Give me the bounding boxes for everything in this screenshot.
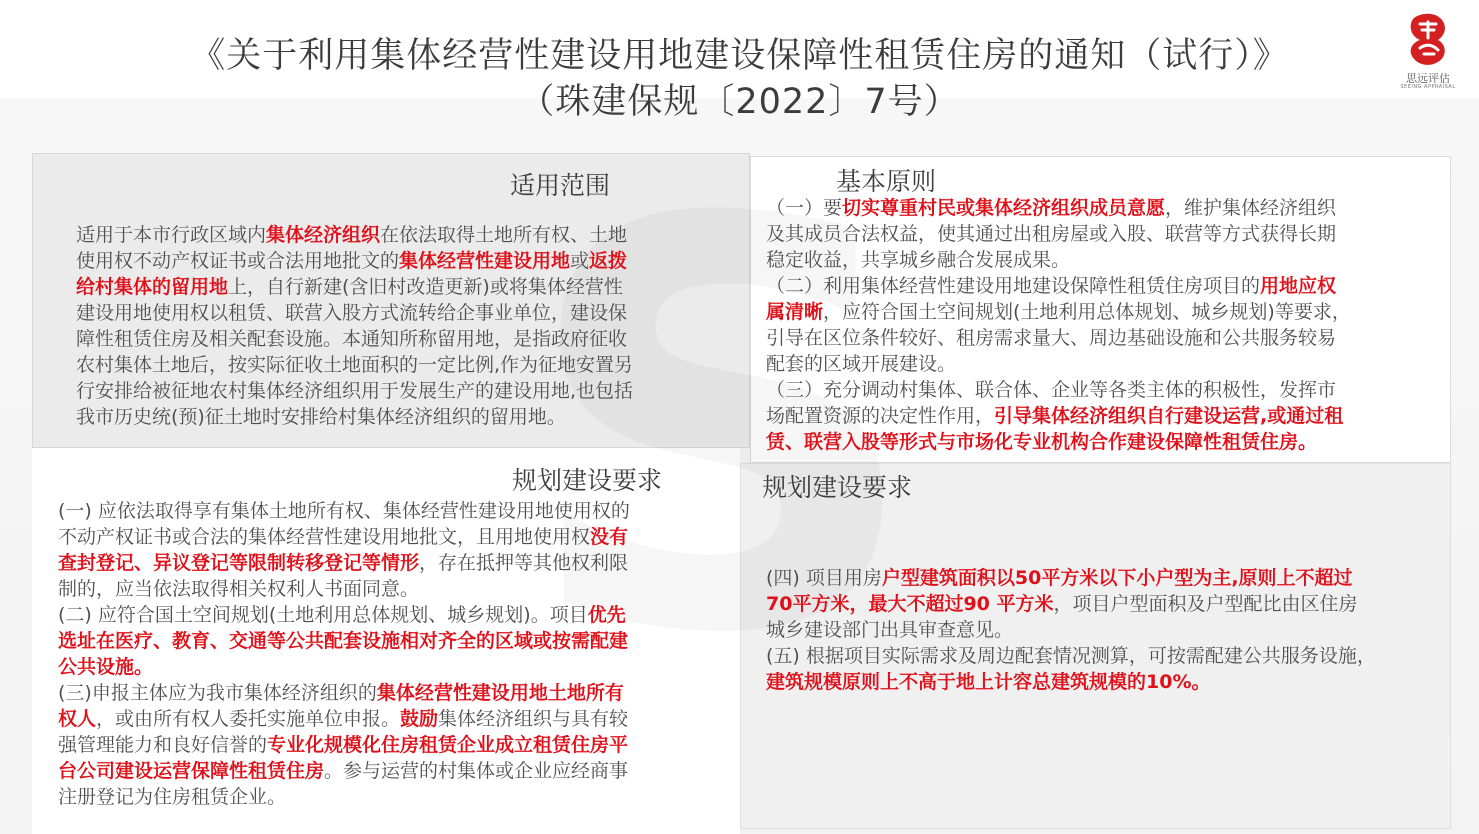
- text-line: [58, 576, 630, 602]
- text-line: [58, 524, 630, 550]
- text-line: [766, 325, 1351, 351]
- body-text: 注册登记为住房租赁企业。: [58, 786, 287, 808]
- body-text: 建设用地使用权以租赁、联营入股方式流转给企事业单位，建设保: [76, 302, 628, 324]
- body-text: 适用于本市行政区域内: [76, 224, 267, 246]
- text-line: [766, 617, 1376, 643]
- company-logo: [1400, 10, 1456, 94]
- highlight-text: 查封登记、异议登记等限制转移登记等情形: [58, 552, 420, 574]
- text-line: [76, 248, 633, 274]
- planning-left-heading: 规划建设要求: [512, 466, 663, 495]
- body-text: 强管理能力和良好信誉的: [58, 734, 268, 756]
- seal-icon: [1400, 10, 1456, 70]
- body-text: ，维护集体经济组织: [1165, 197, 1337, 219]
- highlight-text: 公共设施。: [58, 656, 154, 678]
- body-text: （一）要: [766, 197, 843, 219]
- text-line: [76, 378, 633, 404]
- text-line: [766, 591, 1376, 617]
- text-line: [766, 273, 1351, 299]
- text-line: [58, 498, 630, 524]
- body-text: ，项目户型面积及户型配比由区住房: [1053, 593, 1358, 615]
- logo-english: SEEING APPRAISAL: [1400, 84, 1456, 90]
- body-text: (二) 应符合国土空间规划(土地利用总体规划、城乡规划)。项目: [58, 604, 588, 626]
- body-text: 使用权不动产权证书或合法用地批文的: [76, 250, 400, 272]
- text-line: [76, 326, 633, 352]
- body-text: 在依法取得土地所有权、土地: [380, 224, 628, 246]
- highlight-text: 集体经营性建设用地土地所有: [376, 682, 624, 704]
- highlight-text: 引导集体经济组织自行建设运营,或通过租: [994, 405, 1344, 427]
- body-text: 及其成员合法权益，使其通过出租房屋或入股、联营等方式获得长期: [766, 223, 1337, 245]
- body-text: 集体经济组织与具有较: [438, 708, 629, 730]
- highlight-text: 集体经营性建设用地: [399, 250, 571, 272]
- text-line: [76, 352, 633, 378]
- body-text: (一) 应依法取得享有集体土地所有权、集体经营性建设用地使用权的: [58, 500, 630, 522]
- body-text: 场配置资源的决定性作用，: [766, 405, 995, 427]
- highlight-text: 专业化规模化住房租赁企业成立租赁住房平: [267, 734, 629, 756]
- text-line: [76, 404, 633, 430]
- text-line: [58, 706, 630, 732]
- highlight-text: 没有: [590, 526, 629, 548]
- scope-text: [76, 222, 633, 430]
- body-text: 稳定收益，共享城乡融合发展成果。: [766, 249, 1071, 271]
- text-line: [76, 222, 633, 248]
- body-text: (三)申报主体应为我市集体经济组织的: [58, 682, 377, 704]
- body-text: ，或由所有权人委托实施单位申报。: [96, 708, 401, 730]
- text-line: [58, 654, 630, 680]
- logo-name: 思远评估: [1406, 72, 1450, 85]
- text-line: [766, 221, 1351, 247]
- body-text: （三）充分调动村集体、联合体、企业等各类主体的积极性，发挥市: [766, 379, 1337, 401]
- text-line: [58, 732, 630, 758]
- text-line: [766, 377, 1351, 403]
- highlight-text: 赁、联营入股等形式与市场化专业机构合作建设保障性租赁住房。: [766, 431, 1318, 453]
- highlight-text: 户型建筑面积以50平方米以下小户型为主,原则上不超过: [881, 567, 1353, 589]
- scope-heading: 适用范围: [510, 171, 611, 200]
- body-text: 不动产权证书或合法的集体经营性建设用地批文，且用地使用权: [58, 526, 591, 548]
- highlight-text: 集体经济组织: [266, 224, 381, 246]
- text-line: [766, 565, 1376, 591]
- text-line: [76, 274, 633, 300]
- body-text: (四) 项目用房: [766, 567, 882, 589]
- highlight-text: 选址在医疗、教育、交通等公共配套设施相对齐全的区域或按需配建: [58, 630, 629, 652]
- highlight-text: 给村集体的留用地: [76, 276, 229, 298]
- body-text: 配套的区域开展建设。: [766, 353, 957, 375]
- body-text: 制的，应当依法取得相关权利人书面同意。: [58, 578, 420, 600]
- highlight-text: 返拨: [589, 250, 628, 272]
- text-line: [58, 758, 630, 784]
- text-line: [58, 784, 630, 810]
- text-line: [766, 299, 1351, 325]
- body-text: ，应符合国土空间规划(土地利用总体规划、城乡规划)等要求，: [823, 301, 1351, 323]
- page-title: 《关于利用集体经营性建设用地建设保障性租赁住房的通知（试行）》: [190, 36, 1289, 76]
- highlight-text: 优先: [587, 604, 626, 626]
- highlight-text: 鼓励: [400, 708, 439, 730]
- highlight-text: 权人: [58, 708, 97, 730]
- body-text: 或: [570, 250, 590, 272]
- text-line: [76, 300, 633, 326]
- body-text: 城乡建设部门出具审查意见。: [766, 619, 1014, 641]
- principles-heading: 基本原则: [836, 167, 937, 196]
- text-line: [766, 195, 1351, 221]
- text-line: [766, 429, 1351, 455]
- body-text: 障性租赁住房及相关配套设施。本通知所称留用地，是指政府征收: [76, 328, 628, 350]
- text-line: [58, 602, 630, 628]
- highlight-text: 用地应权: [1260, 275, 1337, 297]
- body-text: (五) 根据项目实际需求及周边配套情况测算，可按需配建公共服务设施，: [766, 645, 1376, 667]
- highlight-text: 台公司建设运营保障性租赁住房: [58, 760, 325, 782]
- text-line: [766, 669, 1376, 695]
- body-text: 。参与运营的村集体或企业应经商事: [324, 760, 629, 782]
- planning-left-text: [58, 498, 630, 810]
- highlight-text: 70平方米，最大不超过90 平方米: [766, 593, 1054, 615]
- text-line: [58, 680, 630, 706]
- body-text: ，存在抵押等其他权利限: [419, 552, 629, 574]
- principles-text: [766, 195, 1351, 455]
- highlight-text: 建筑规模原则上不高于地上计容总建筑规模的10%。: [766, 671, 1211, 693]
- body-text: （二）利用集体经营性建设用地建设保障性租赁住房项目的: [766, 275, 1261, 297]
- body-text: 上，自行新建(含旧村改造更新)或将集体经营性: [228, 276, 623, 298]
- text-line: [766, 247, 1351, 273]
- text-line: [766, 403, 1351, 429]
- highlight-text: 切实尊重村民或集体经济组织成员意愿: [842, 197, 1166, 219]
- body-text: 我市历史统(预)征土地时安排给村集体经济组织的留用地。: [76, 406, 566, 428]
- body-text: 农村集体土地后，按实际征收土地面积的一定比例,作为征地安置另: [76, 354, 634, 376]
- text-line: [766, 643, 1376, 669]
- body-text: 行安排给被征地农村集体经济组织用于发展生产的建设用地,也包括: [76, 380, 634, 402]
- planning-right-heading: 规划建设要求: [762, 473, 913, 502]
- page-subtitle: （珠建保规〔2022〕7号）: [519, 82, 960, 122]
- text-line: [766, 351, 1351, 377]
- planning-right-text: [766, 565, 1376, 695]
- text-line: [58, 628, 630, 654]
- body-text: 引导在区位条件较好、租房需求量大、周边基础设施和公共服务较易: [766, 327, 1337, 349]
- highlight-text: 属清晰: [766, 301, 824, 323]
- text-line: [58, 550, 630, 576]
